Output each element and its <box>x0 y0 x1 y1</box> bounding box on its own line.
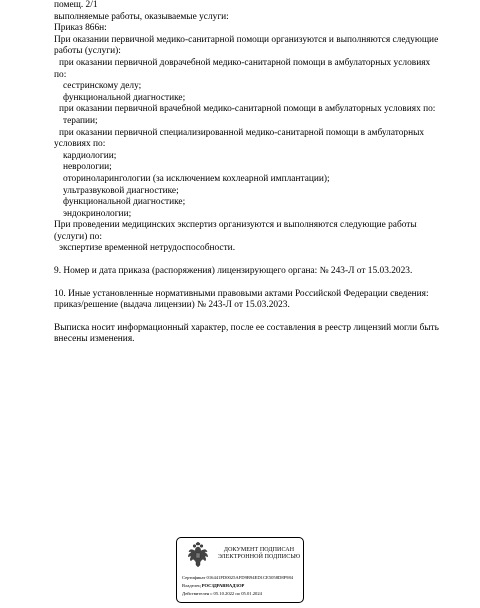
owner-value: РОСЗДРАВНАДЗОР <box>201 583 245 588</box>
license-extract-document <box>54 0 454 346</box>
document-line: Приказ 866н: <box>54 23 107 34</box>
document-line: ультразвуковой диагностике; <box>63 185 179 196</box>
stamp-title <box>217 547 301 561</box>
document-line: При проведении медицинских экспертиз организуются и выполняются следующие работы <box>54 220 417 231</box>
document-line: по: <box>54 69 67 80</box>
certificate-value: 016441FD0025AFD9B94ED1CE5058D8F984 <box>206 575 294 580</box>
russian-coat-of-arms-icon <box>185 541 211 569</box>
owner-label: Владелец <box>182 583 201 588</box>
other-info-paragraph <box>54 289 454 312</box>
document-line: выполняемые работы, оказываемые услуги: <box>54 11 229 22</box>
disclaimer-line-1: Выписка носит информационный характер, после ее составления в реестр лицензий могли быть <box>54 322 439 333</box>
document-line: экспертизе временной нетрудоспособности. <box>59 243 236 254</box>
validity-row: Действителен с 05.10.2022 по 05.01.2024 <box>182 591 262 596</box>
document-line: работы (услуги): <box>54 46 121 57</box>
item-10-line-1: 10. Иные установленные нормативными правовыми актами Российской Федерации сведения: <box>54 288 429 299</box>
certificate-row <box>182 574 304 582</box>
services-list <box>54 0 454 255</box>
document-line: При оказании первичной медико-санитарной помощи организуются и выполняются следующие <box>54 34 439 45</box>
document-line: сестринскому делу; <box>63 81 142 92</box>
document-line: при оказании первичной доврачебной медико-санитарной помощи в амбулаторных условиях <box>59 57 431 68</box>
document-line: (услуги) по: <box>54 231 102 242</box>
document-line: неврологии; <box>63 162 112 173</box>
disclaimer-line-2: внесены изменения. <box>54 334 135 345</box>
item-9-text: 9. Номер и дата приказа (распоряжения) лицензирующего органа: № 243-Л от 15.03.2023. <box>54 266 413 277</box>
stamp-title-line-1: ДОКУМЕНТ ПОДПИСАН <box>223 547 295 553</box>
certificate-label: Сертификат <box>182 575 206 580</box>
disclaimer-paragraph <box>54 323 454 346</box>
owner-row <box>182 582 304 590</box>
document-line: функциональной диагностике; <box>63 92 186 103</box>
document-line: условиях по: <box>54 139 106 150</box>
electronic-signature-stamp <box>176 537 304 603</box>
document-line: терапии; <box>63 115 98 126</box>
order-number-paragraph <box>54 266 454 278</box>
document-line: при оказании первичной врачебной медико-санитарной помощи в амбулаторных условиях по: <box>59 104 436 115</box>
stamp-title-line-2: ЭЛЕКТРОННОЙ ПОДПИСЬЮ <box>217 554 301 561</box>
item-10-line-2: приказ/решение (выдача лицензии) № 243-Л от 15.03.2023. <box>54 300 290 311</box>
document-line: кардиологии; <box>63 150 117 161</box>
document-line: при оказании первичной специализированной медико-санитарной помощи в амбулаторных <box>59 127 425 138</box>
stamp-details <box>182 574 304 598</box>
document-line: оториноларингологии (за исключением кохлеарной имплантации); <box>63 173 330 184</box>
document-line: эндокринологии; <box>63 208 132 219</box>
document-line: функциональной диагностике; <box>63 197 186 208</box>
document-line: помещ. 2/1 <box>54 0 98 10</box>
